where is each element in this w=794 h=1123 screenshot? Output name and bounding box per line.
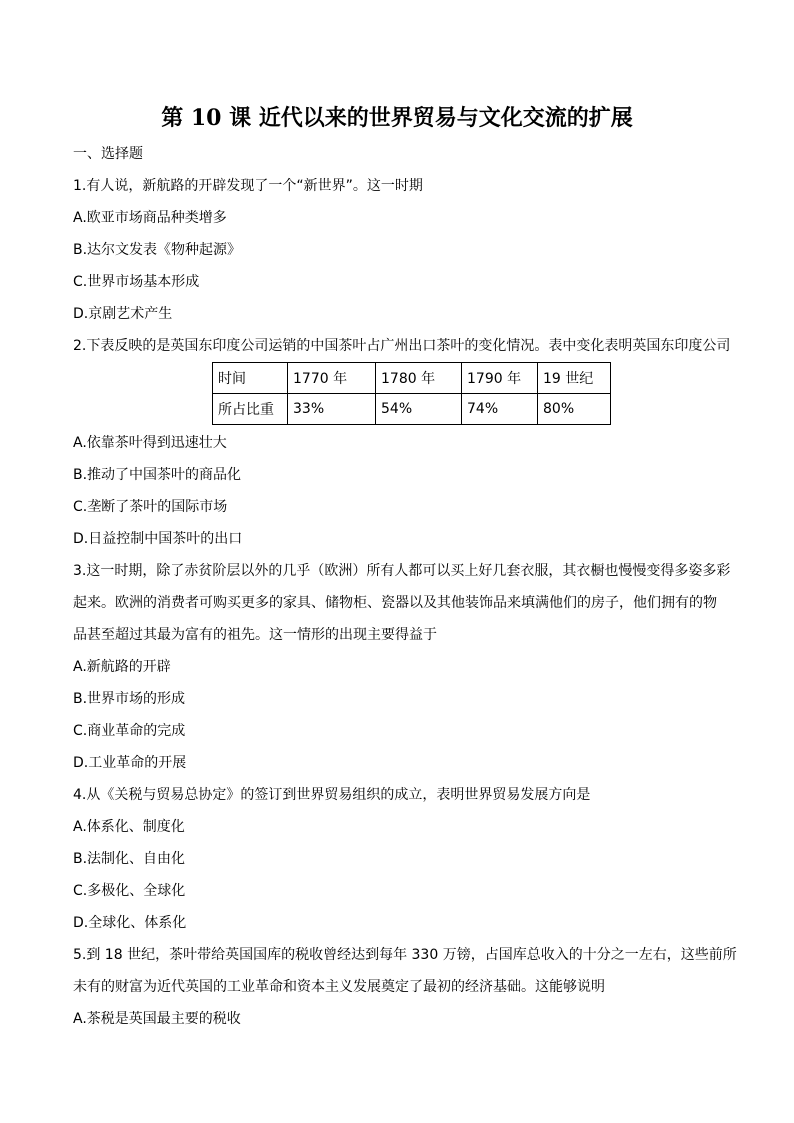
question-1-option-d: D.京剧艺术产生 <box>73 306 173 322</box>
question-4-option-d: D.全球化、体系化 <box>73 915 187 931</box>
question-5-stem-line-1: 5.到 18 世纪，茶叶带给英国国库的税收曾经达到每年 330 万镑，占国库总收入的十分之一左右，这些前所 <box>73 947 737 963</box>
question-2-option-d: D.日益控制中国茶叶的出口 <box>73 531 243 547</box>
question-3-stem-line-2: 起来。欧洲的消费者可购买更多的家具、储物柜、瓷器以及其他装饰品来填满他们的房子，他们拥有的物 <box>73 595 717 611</box>
table-cell: 33% <box>288 394 376 425</box>
table-cell: 1780 年 <box>376 363 462 394</box>
table-row <box>213 394 611 425</box>
question-3-option-d: D.工业革命的开展 <box>73 755 187 771</box>
question-3-option-c: C.商业革命的完成 <box>73 723 186 739</box>
table-cell: 80% <box>538 394 611 425</box>
tea-share-table <box>212 362 611 425</box>
question-4-option-c: C.多极化、全球化 <box>73 883 186 899</box>
table-cell: 19 世纪 <box>538 363 611 394</box>
question-5-option-a: A.茶税是英国最主要的税收 <box>73 1011 241 1027</box>
lesson-title: 第 10 课 近代以来的世界贸易与文化交流的扩展 <box>161 105 633 131</box>
question-1-option-a: A.欧亚市场商品种类增多 <box>73 210 227 226</box>
question-1-stem: 1.有人说，新航路的开辟发现了一个“新世界”。这一时期 <box>73 178 423 194</box>
table-cell: 所占比重 <box>213 394 288 425</box>
question-1-option-c: C.世界市场基本形成 <box>73 274 200 290</box>
question-4-option-b: B.法制化、自由化 <box>73 851 186 867</box>
table-cell: 54% <box>376 394 462 425</box>
question-3-option-b: B.世界市场的形成 <box>73 691 186 707</box>
question-3-stem-line-1: 3.这一时期，除了赤贫阶层以外的几乎（欧洲）所有人都可以买上好几套衣服，其衣橱也慢慢变得多姿多彩 <box>73 563 731 579</box>
table-row <box>213 363 611 394</box>
table-cell: 1790 年 <box>462 363 538 394</box>
question-2-option-b: B.推动了中国茶叶的商品化 <box>73 467 242 483</box>
question-4-option-a: A.体系化、制度化 <box>73 819 185 835</box>
question-4-stem: 4.从《关税与贸易总协定》的签订到世界贸易组织的成立，表明世界贸易发展方向是 <box>73 787 591 803</box>
table-cell: 时间 <box>213 363 288 394</box>
question-2-stem: 2.下表反映的是英国东印度公司运销的中国茶叶占广州出口茶叶的变化情况。表中变化表明英国东印度公司 <box>73 338 731 354</box>
question-2-option-c: C.垄断了茶叶的国际市场 <box>73 499 228 515</box>
question-3-stem-line-3: 品甚至超过其最为富有的祖先。这一情形的出现主要得益于 <box>73 627 437 643</box>
question-5-stem-line-2: 未有的财富为近代英国的工业革命和资本主义发展奠定了最初的经济基础。这能够说明 <box>73 979 605 995</box>
question-2-option-a: A.依靠茶叶得到迅速壮大 <box>73 435 227 451</box>
table-cell: 74% <box>462 394 538 425</box>
question-1-option-b: B.达尔文发表《物种起源》 <box>73 242 242 258</box>
table-cell: 1770 年 <box>288 363 376 394</box>
section-heading: 一、选择题 <box>73 146 143 162</box>
question-3-option-a: A.新航路的开辟 <box>73 659 171 675</box>
